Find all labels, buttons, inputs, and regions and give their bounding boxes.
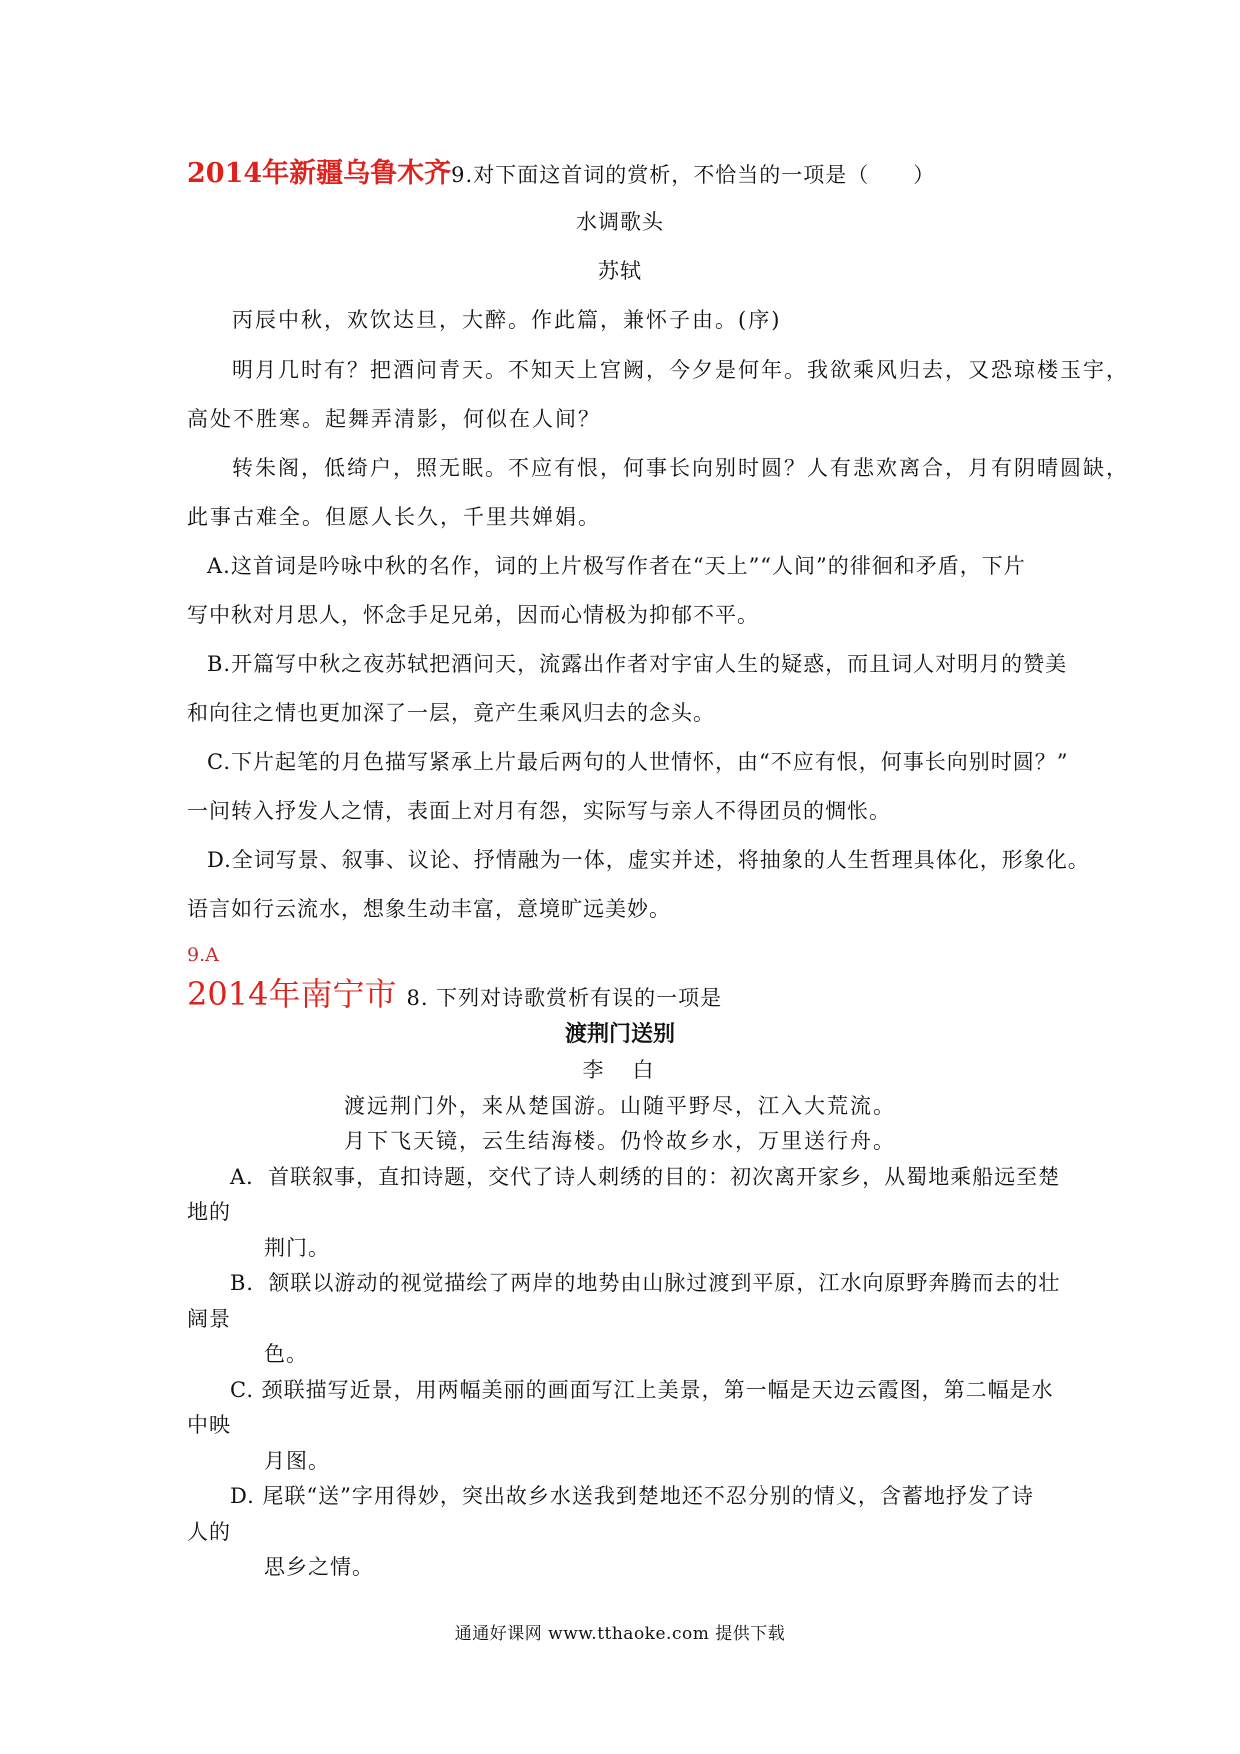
question-stem: 9.对下面这首词的赏析，不恰当的一项是（ ） xyxy=(451,163,936,187)
option-b-line-2: 阔景 xyxy=(187,1307,231,1331)
poem-line-1: 渡远荆门外，来从楚国游。山随平野尽，江入大荒流。 xyxy=(344,1094,896,1118)
option-a-line-2: 写中秋对月思人，怀念手足兄弟，因而心情极为抑郁不平。 xyxy=(187,603,759,627)
poem-stanza-2-line-1: 转朱阁，低绮户，照无眠。不应有恨，何事长向别时圆？人有悲欢离合，月有阴晴圆缺， xyxy=(232,456,1129,480)
option-a-line-1: A．首联叙事，直扣诗题，交代了诗人刺绣的目的：初次离开家乡，从蜀地乘船远至楚 xyxy=(230,1165,1061,1189)
option-a-line-1: A.这首词是吟咏中秋的名作，词的上片极写作者在“天上”“人间”的徘徊和矛盾，下片 xyxy=(207,554,1026,578)
option-c-line-1: C.下片起笔的月色描写紧承上片最后两句的人世情怀，由“不应有恨，何事长向别时圆？” xyxy=(207,750,1069,774)
poem-title: 水调歌头 xyxy=(576,210,664,234)
poem-author: 李 白 xyxy=(582,1058,658,1082)
option-d-line-1: D. 尾联“送”字用得妙，突出故乡水送我到楚地还不忍分别的情义，含蓄地抒发了诗 xyxy=(230,1484,1034,1508)
option-a-line-3: 荆门。 xyxy=(264,1236,330,1260)
poem-preface: 丙辰中秋，欢饮达旦，大醉。作此篇，兼怀子由。(序) xyxy=(232,308,782,332)
option-c-line-2: 一问转入抒发人之情，表面上对月有怨，实际写与亲人不得团员的惆怅。 xyxy=(187,799,891,823)
region-label: 2014年南宁市 xyxy=(187,975,397,1013)
option-a-line-2: 地的 xyxy=(187,1200,231,1224)
answer-key: 9.A xyxy=(187,944,219,966)
option-b-line-2: 和向往之情也更加深了一层，竟产生乘风归去的念头。 xyxy=(187,701,715,725)
poem-author: 苏轼 xyxy=(598,259,642,283)
poem-stanza-1-line-2: 高处不胜寒。起舞弄清影，何似在人间？ xyxy=(187,407,601,431)
option-c-line-1: C. 颈联描写近景，用两幅美丽的画面写江上美景，第一幅是天边云霞图，第二幅是水 xyxy=(230,1378,1054,1402)
option-c-line-3: 月图。 xyxy=(264,1449,330,1473)
option-b-line-1: B．颔联以游动的视觉描绘了两岸的地势由山脉过渡到平原，江水向原野奔腾而去的壮 xyxy=(230,1271,1061,1295)
option-d-line-2: 语言如行云流水，想象生动丰富，意境旷远美妙。 xyxy=(187,897,671,921)
poem-stanza-2-line-2: 此事古难全。但愿人长久，千里共婵娟。 xyxy=(187,505,601,529)
option-d-line-2: 人的 xyxy=(187,1520,231,1544)
poem-title: 渡荆门送别 xyxy=(564,1021,675,1047)
option-d-line-1: D.全词写景、叙事、议论、抒情融为一体，虚实并述，将抽象的人生哲理具体化，形象化。 xyxy=(207,848,1090,872)
question-1-header xyxy=(187,160,935,187)
option-c-line-2: 中映 xyxy=(187,1413,231,1437)
poem-stanza-1-line-1: 明月几时有？把酒问青天。不知天上宫阙，今夕是何年。我欲乘风归去，又恐琼楼玉宇， xyxy=(232,358,1129,382)
option-b-line-3: 色。 xyxy=(264,1342,308,1366)
option-d-line-3: 思乡之情。 xyxy=(264,1555,374,1579)
page-footer: 通通好课网 www.tthaoke.com 提供下载 xyxy=(454,1624,786,1644)
question-2-header xyxy=(187,975,723,1013)
region-label: 2014年新疆乌鲁木齐 xyxy=(187,158,452,189)
option-b-line-1: B.开篇写中秋之夜苏轼把酒问天，流露出作者对宇宙人生的疑惑，而且词人对明月的赞美 xyxy=(207,652,1068,676)
poem-line-2: 月下飞天镜，云生结海楼。仍怜故乡水，万里送行舟。 xyxy=(344,1129,896,1153)
question-stem: 8. 下列对诗歌赏析有误的一项是 xyxy=(406,986,723,1010)
